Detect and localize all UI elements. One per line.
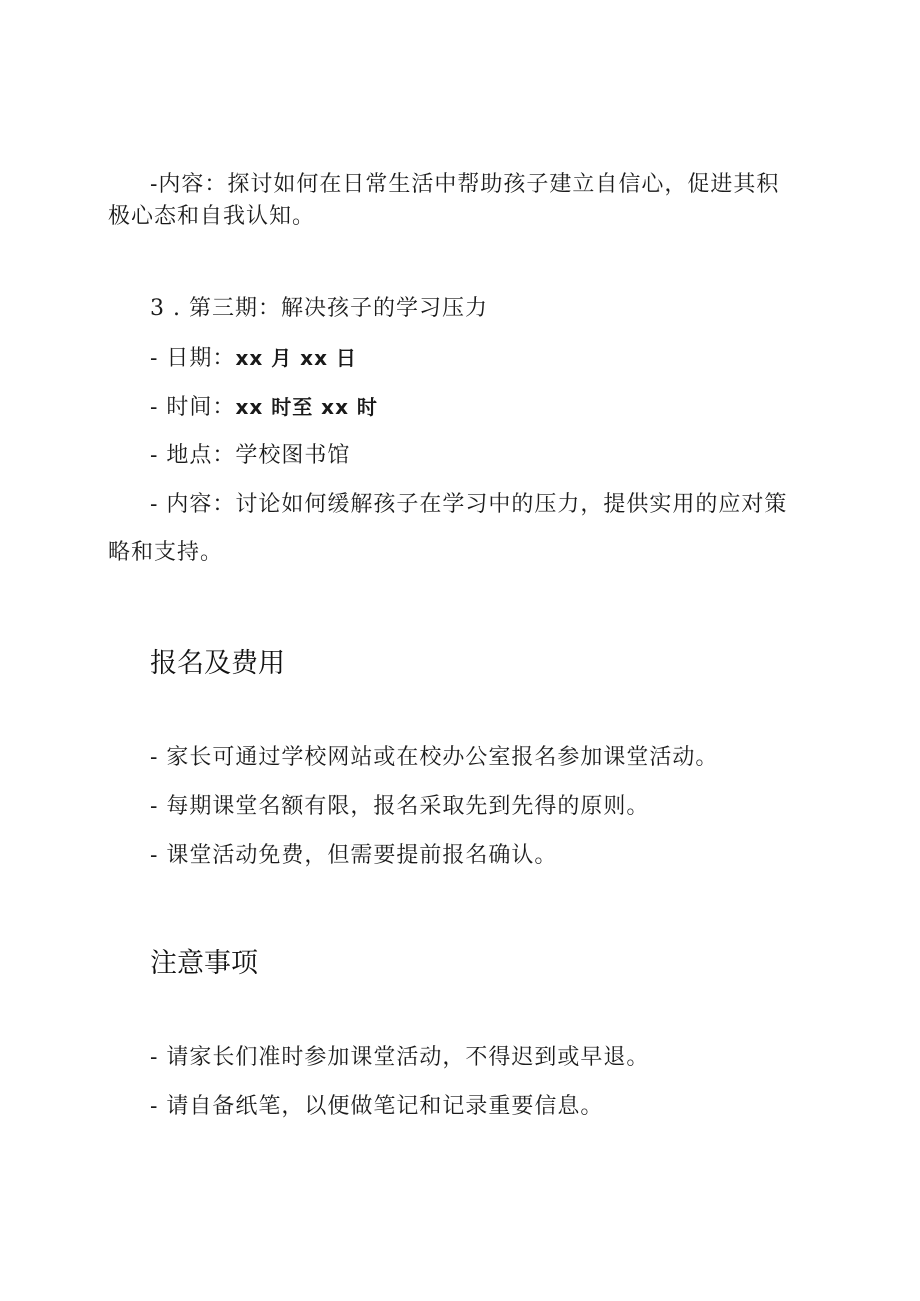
time-value: xx 时至 xx 时 bbox=[235, 395, 378, 419]
registration-item-3: - 课堂活动免费，但需要提前报名确认。 bbox=[150, 843, 558, 868]
section-2-content-line-2: 极心态和自我认知。 bbox=[108, 204, 316, 229]
notes-item-1: - 请家长们准时参加课堂活动，不得迟到或早退。 bbox=[150, 1045, 650, 1070]
notes-item-2: - 请自备纸笔，以便做笔记和记录重要信息。 bbox=[150, 1094, 604, 1119]
section-3-content-line-2: 略和支持。 bbox=[108, 540, 224, 565]
date-label: - 日期： bbox=[150, 346, 236, 371]
section-3-date bbox=[150, 343, 357, 374]
section-3-location: - 地点：学校图书馆 bbox=[150, 443, 351, 468]
date-value: xx 月 xx 日 bbox=[235, 346, 357, 370]
section-3-title: 3 . 第三期：解决孩子的学习压力 bbox=[150, 296, 488, 321]
time-label: - 时间： bbox=[150, 395, 236, 420]
registration-heading: 报名及费用 bbox=[150, 648, 285, 679]
section-3-time bbox=[150, 392, 378, 423]
notes-heading: 注意事项 bbox=[150, 948, 258, 979]
registration-item-2: - 每期课堂名额有限，报名采取先到先得的原则。 bbox=[150, 794, 650, 819]
section-3-content-line-1: - 内容：讨论如何缓解孩子在学习中的压力，提供实用的应对策 bbox=[150, 492, 788, 517]
registration-item-1: - 家长可通过学校网站或在校办公室报名参加课堂活动。 bbox=[150, 745, 719, 770]
section-2-content-line-1: -内容：探讨如何在日常生活中帮助孩子建立自信心，促进其积 bbox=[150, 172, 780, 197]
